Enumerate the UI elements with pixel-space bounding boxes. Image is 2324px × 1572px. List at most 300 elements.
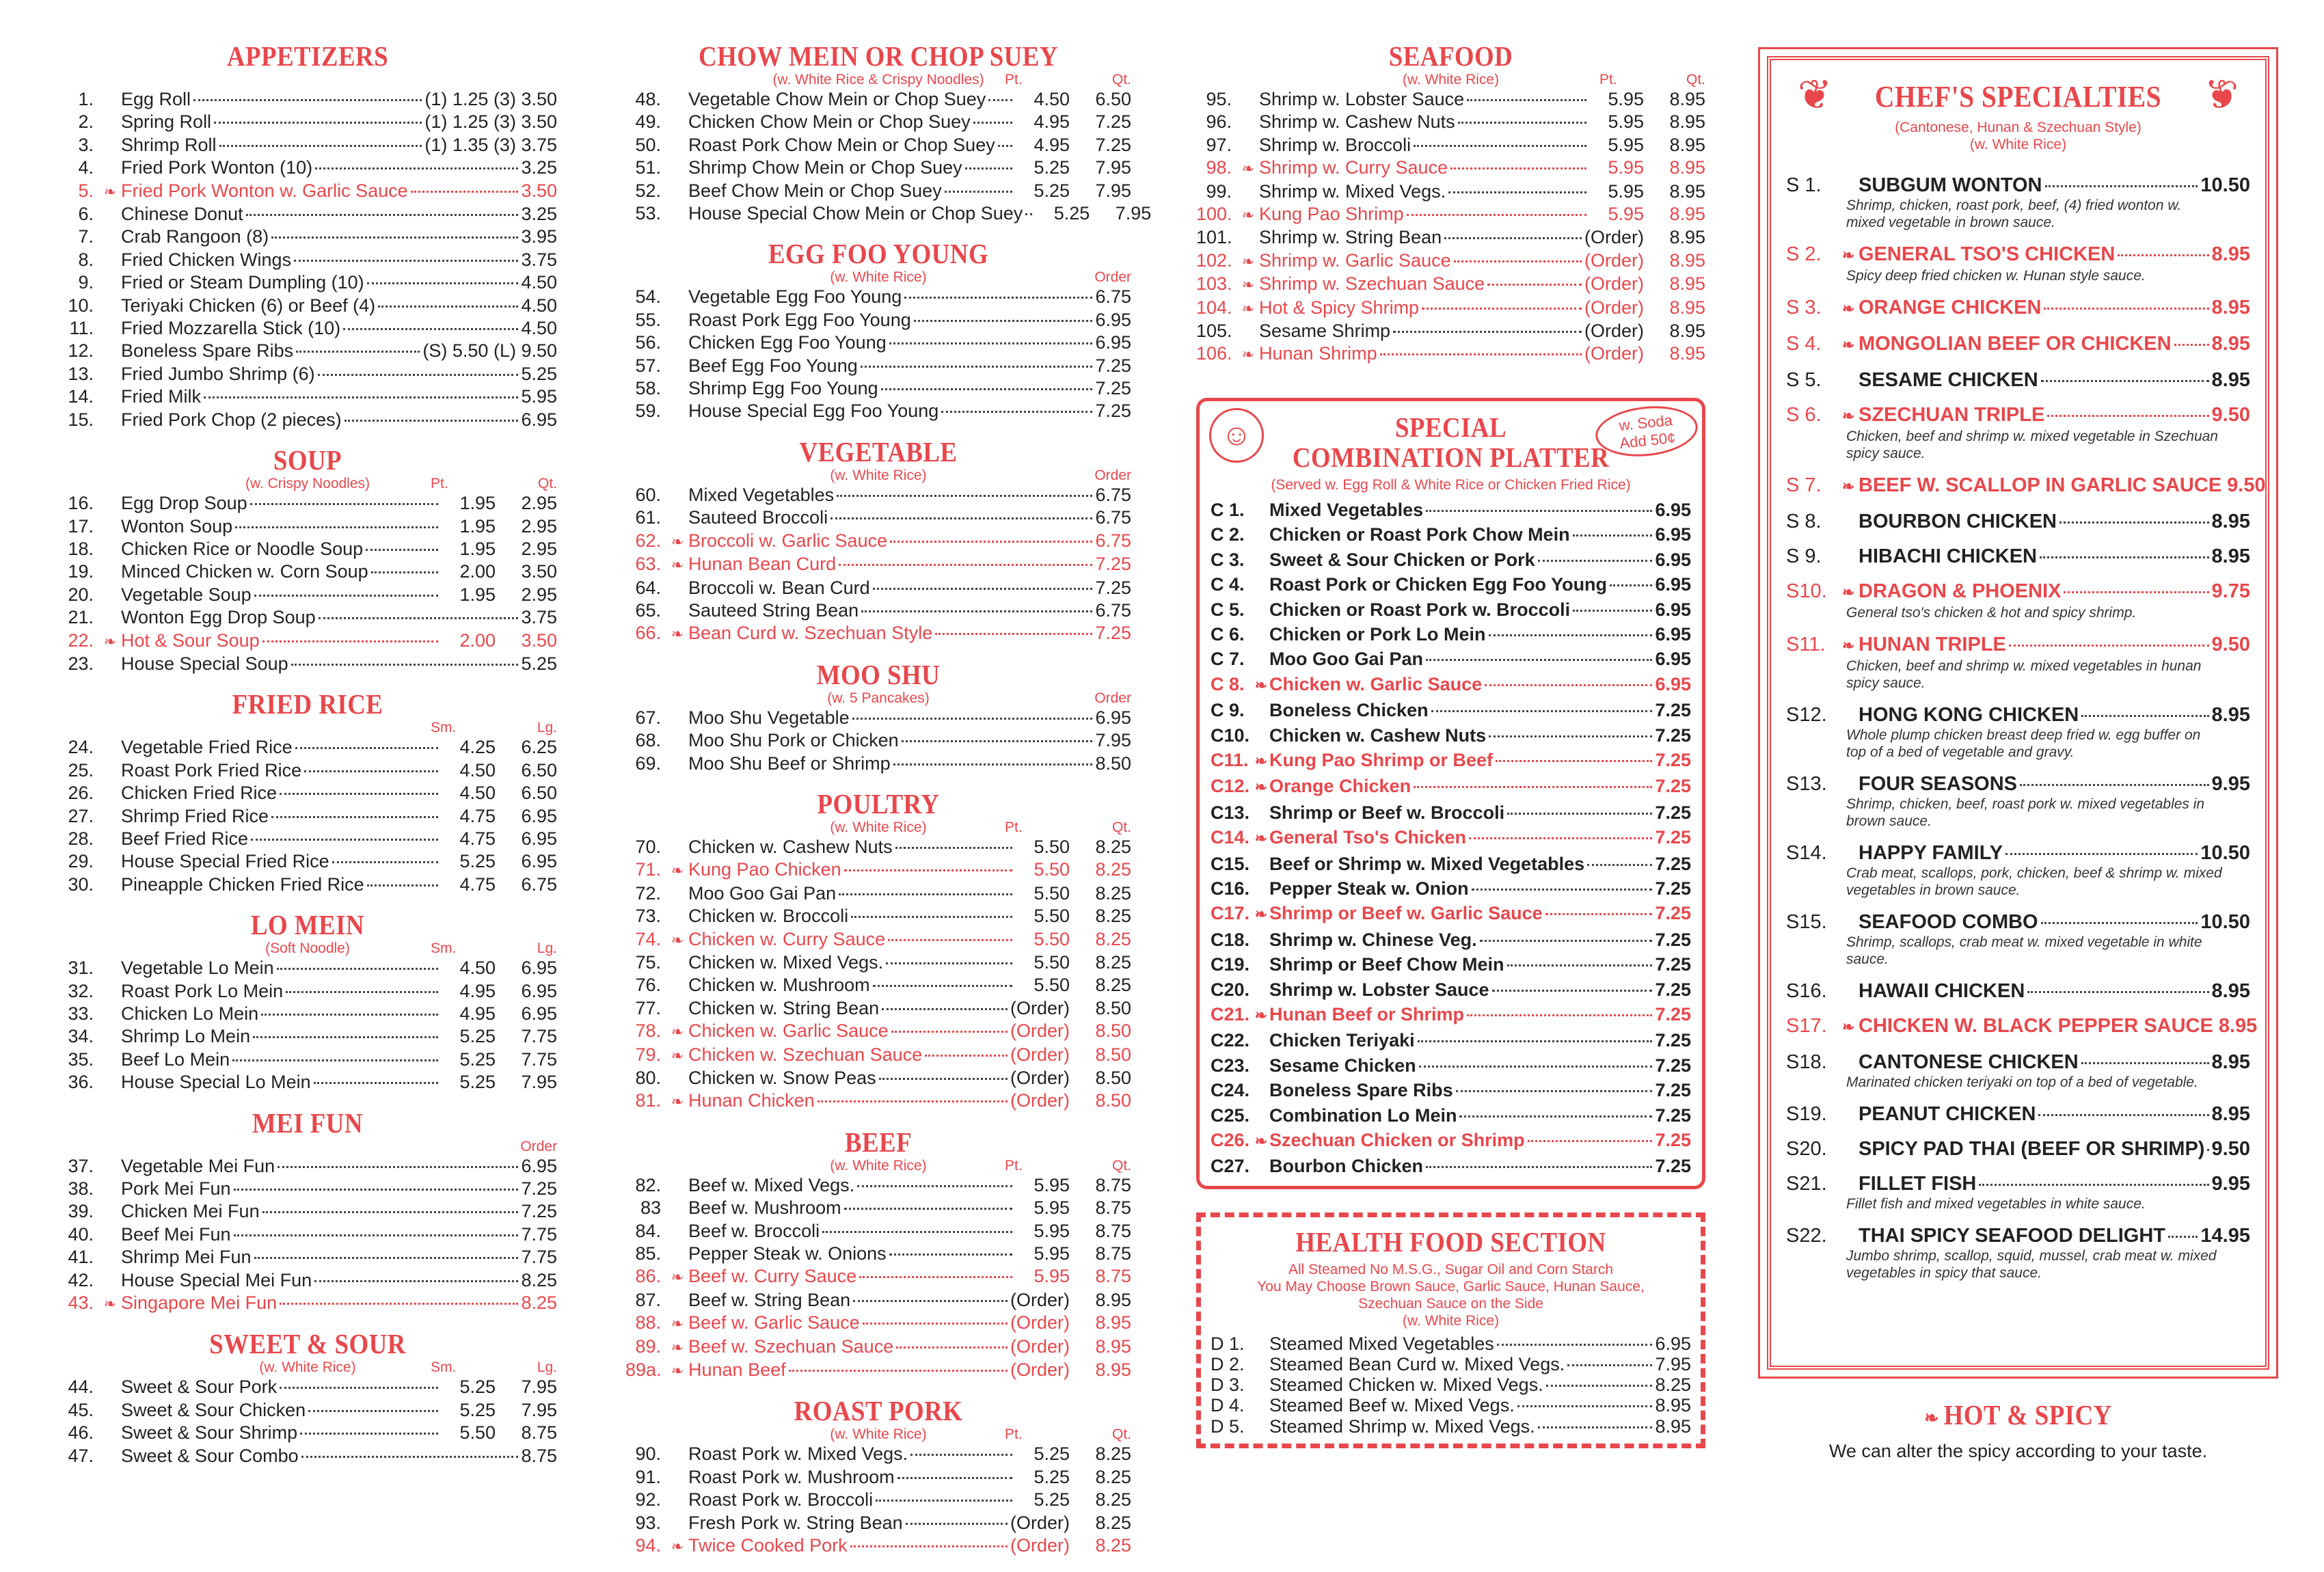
menu-item <box>625 599 1131 622</box>
item-price-small: 5.95 <box>1608 180 1644 202</box>
menu-item <box>1211 522 1691 547</box>
leader-dots <box>889 342 1093 344</box>
item-price-small: 1.95 <box>459 493 496 514</box>
item-price: 3.25 <box>521 157 557 178</box>
item-name: Roast Pork w. Mixed Vegs. <box>688 1444 908 1465</box>
chili-pepper-icon: ❧ <box>671 862 684 880</box>
menu-item <box>1196 88 1705 111</box>
item-number: 55. <box>635 309 661 330</box>
chili-pepper-icon: ❧ <box>1241 299 1255 317</box>
price-col-b-label: Order <box>1094 467 1131 483</box>
leader-dots <box>1545 913 1653 915</box>
leader-dots <box>277 968 438 970</box>
item-name: Teriyaki Chicken (6) or Beef (4) <box>121 295 376 316</box>
item-name: House Special Egg Foo Young <box>688 401 939 422</box>
menu-item <box>58 492 557 515</box>
menu-item <box>625 1466 1131 1489</box>
item-number: S22. <box>1786 1225 1827 1247</box>
menu-item <box>58 805 557 828</box>
column-2 <box>625 40 1152 1572</box>
leader-dots <box>308 1410 438 1412</box>
item-number: C17. <box>1211 903 1250 924</box>
item-price: 6.95 <box>1655 524 1691 545</box>
leader-dots <box>2027 991 2208 993</box>
menu-item <box>1196 226 1705 249</box>
item-price: 8.95 <box>2211 297 2250 319</box>
ornament-icon: ❦ <box>1797 72 1833 118</box>
menu-item <box>625 577 1131 599</box>
item-price: 10.50 <box>2200 174 2250 196</box>
leader-dots <box>861 610 1092 612</box>
column-4 <box>1767 41 2269 1462</box>
item-name: Kung Pao Shrimp or Beef <box>1269 749 1494 770</box>
item-number: 39. <box>68 1201 94 1222</box>
item-name: Chicken Mei Fun <box>121 1201 260 1222</box>
menu-item <box>1211 1374 1691 1395</box>
item-price: 8.95 <box>2211 545 2250 567</box>
leader-dots <box>2207 1149 2208 1151</box>
leader-dots <box>1458 122 1586 124</box>
leader-dots <box>890 541 1092 543</box>
leader-dots <box>852 718 1093 720</box>
leader-dots <box>343 328 518 330</box>
item-price-small: (Order) <box>1010 1535 1070 1556</box>
leader-dots <box>2044 308 2208 310</box>
item-price: 9.50 <box>2211 404 2250 426</box>
menu-item <box>58 317 557 340</box>
item-description: Spicy deep fried chicken w. Hunan style sauce. <box>1846 268 2146 284</box>
item-price: 6.95 <box>1655 499 1691 520</box>
item-price-small: (Order) <box>1010 1044 1070 1065</box>
chili-pepper-icon: ❧ <box>1842 478 1855 495</box>
item-price-large: 6.50 <box>521 759 557 781</box>
leader-dots <box>891 1031 1008 1033</box>
chef-item <box>1786 979 2250 1003</box>
item-price-large: 6.95 <box>521 980 557 1001</box>
item-name: Roast Pork w. Broccoli <box>688 1489 874 1510</box>
item-price: 3.75 <box>521 607 557 628</box>
chili-pepper-icon: ❧ <box>1241 252 1255 270</box>
leader-dots <box>378 306 518 308</box>
item-number: C 5. <box>1211 599 1245 620</box>
item-number: 63. <box>635 554 661 575</box>
menu-item <box>1211 1154 1691 1178</box>
item-number: 86. <box>635 1266 661 1287</box>
menu-item <box>1211 927 1691 952</box>
leader-dots <box>2081 1062 2209 1064</box>
item-number: 23. <box>68 653 94 674</box>
hot-spicy-note <box>1767 1400 2269 1462</box>
item-number: 42. <box>68 1269 94 1290</box>
menu-item <box>1211 1395 1691 1415</box>
menu-item <box>625 1220 1131 1243</box>
leader-dots <box>246 214 519 216</box>
item-price-large: 8.95 <box>1669 157 1705 178</box>
item-price: 8.95 <box>2211 980 2250 1002</box>
item-name: Minced Chicken w. Corn Soup <box>121 561 368 582</box>
chili-pepper-icon: ❧ <box>1842 1018 1855 1035</box>
menu-item <box>625 836 1131 858</box>
leader-dots <box>1469 837 1652 839</box>
item-number: C18. <box>1211 929 1250 950</box>
item-price-large: 6.50 <box>1095 89 1131 109</box>
item-number: 105. <box>1196 321 1232 342</box>
item-name: Shrimp Lo Mein <box>121 1026 251 1047</box>
item-price-small: 4.25 <box>459 737 496 758</box>
leader-dots <box>1610 584 1652 586</box>
chef-item-row <box>1786 633 2250 658</box>
chef-sub-2: (w. White Rice) <box>1969 137 2067 152</box>
leader-dots <box>1426 510 1652 512</box>
menu-item <box>625 506 1131 529</box>
leader-dots <box>1414 786 1652 788</box>
menu-item <box>1211 1128 1691 1154</box>
item-price-large: 8.25 <box>1095 906 1131 927</box>
item-price-large: 8.25 <box>1095 859 1131 880</box>
item-price-small: 5.50 <box>1033 859 1070 880</box>
menu-item <box>625 1044 1131 1067</box>
leader-dots <box>902 740 1093 742</box>
chef-item <box>1786 474 2266 498</box>
chili-pepper-icon: ❧ <box>671 556 684 574</box>
leader-dots <box>250 503 438 505</box>
leader-dots <box>935 633 1092 635</box>
section-subheader <box>625 1426 1131 1443</box>
section-note: (w. White Rice) <box>830 1157 927 1174</box>
menu-item <box>1211 825 1691 851</box>
item-price-small: 5.25 <box>459 1048 496 1070</box>
item-price-large: 8.75 <box>1095 1197 1131 1219</box>
leader-dots <box>280 1303 518 1305</box>
item-number: 30. <box>68 873 94 895</box>
item-number: 24. <box>68 737 94 758</box>
item-number: 2. <box>78 111 94 133</box>
leader-dots <box>851 916 1012 918</box>
price-col-a-label: Sm. <box>431 1359 457 1376</box>
item-price: (1) 1.25 (3) 3.50 <box>424 89 557 109</box>
leader-dots <box>1444 237 1582 239</box>
chef-item <box>1786 1051 2250 1091</box>
leader-dots <box>1025 213 1032 215</box>
item-number: C20. <box>1211 979 1250 1000</box>
item-number: 93. <box>635 1512 661 1533</box>
chef-item-row <box>1786 296 2250 321</box>
leader-dots <box>1480 940 1653 942</box>
item-name: DRAGON & PHOENIX <box>1859 580 2062 602</box>
leader-dots <box>1418 1040 1653 1042</box>
item-price: 6.95 <box>1655 649 1691 670</box>
item-price: 7.25 <box>1655 1105 1691 1126</box>
item-price-large: 8.50 <box>1095 1044 1131 1065</box>
leader-dots <box>853 1300 1008 1302</box>
chef-item <box>1786 174 2250 231</box>
menu-item <box>625 1289 1131 1312</box>
menu-item <box>1211 698 1691 722</box>
item-name: Moo Shu Vegetable <box>688 707 850 728</box>
menu-item <box>1211 1002 1691 1028</box>
item-price-large: 8.95 <box>1095 1289 1131 1310</box>
item-price-large: 6.50 <box>521 783 557 804</box>
item-name: Broccoli w. Garlic Sauce <box>688 530 888 551</box>
leader-dots <box>1407 214 1586 216</box>
item-number: 99. <box>1206 180 1232 202</box>
menu-item <box>58 295 557 317</box>
menu-item <box>625 111 1131 133</box>
item-name: Sauteed String Bean <box>688 599 859 621</box>
item-price: 8.95 <box>2211 704 2250 726</box>
item-price-small: 5.50 <box>1033 928 1070 949</box>
leader-dots <box>314 1280 518 1282</box>
item-price-small: (Order) <box>1010 1289 1070 1310</box>
chili-pepper-icon: ❧ <box>671 1269 684 1286</box>
item-price-small: (Order) <box>1010 1512 1070 1533</box>
leader-dots <box>367 884 438 886</box>
item-number: S10. <box>1786 580 1827 602</box>
section-gap <box>625 1382 1131 1396</box>
leader-dots <box>925 1055 1008 1057</box>
item-number: C27. <box>1211 1156 1250 1177</box>
item-name: Shrimp w. Mixed Vegs. <box>1259 180 1446 202</box>
menu-item <box>1196 273 1705 296</box>
item-price-large: 7.95 <box>1095 180 1131 201</box>
menu-item <box>1211 977 1691 1002</box>
menu-item <box>1196 249 1705 273</box>
item-price: 7.25 <box>1655 1156 1691 1177</box>
item-name: Beef Lo Mein <box>121 1048 230 1070</box>
leader-dots <box>1472 889 1653 891</box>
item-price: 6.95 <box>1655 549 1691 570</box>
item-number: 49. <box>635 111 661 133</box>
item-price-small: 5.25 <box>1053 203 1090 224</box>
combination-note: (Served w. Egg Roll & White Rice or Chicken Fried Rice) <box>1271 476 1631 493</box>
chili-pepper-icon: ❧ <box>103 1295 117 1313</box>
item-price-large: 6.95 <box>521 958 557 979</box>
item-name: PEANUT CHICKEN <box>1859 1103 2036 1125</box>
chef-item-row <box>1786 243 2250 267</box>
leader-dots <box>2174 344 2209 346</box>
leader-dots <box>301 1456 519 1458</box>
section-gap <box>58 675 557 689</box>
item-price: 7.25 <box>1655 979 1691 1000</box>
item-price-large: 8.95 <box>1669 204 1705 225</box>
item-price-small: 4.75 <box>459 805 496 826</box>
leader-dots <box>280 1387 438 1389</box>
item-number: 60. <box>635 484 661 505</box>
item-price-large: 8.25 <box>1095 1444 1131 1465</box>
leader-dots <box>1567 1364 1652 1366</box>
item-number: 53. <box>635 203 661 224</box>
item-number: 27. <box>68 805 94 826</box>
item-number: 5. <box>78 180 94 201</box>
item-price-large: 7.95 <box>521 1072 557 1093</box>
leader-dots <box>280 793 438 795</box>
section-note: (w. Crispy Noodles) <box>245 476 370 492</box>
chili-pepper-icon: ❧ <box>671 1023 684 1041</box>
item-number: S14. <box>1786 842 1827 864</box>
item-price-small: 5.95 <box>1608 134 1644 155</box>
item-price: 9.50 <box>2211 634 2250 655</box>
item-price-large: 7.95 <box>521 1399 557 1420</box>
item-name: Sesame Chicken <box>1269 1055 1416 1076</box>
item-number: 45. <box>68 1399 94 1420</box>
item-price-small: 5.95 <box>1608 89 1644 109</box>
leader-dots <box>2041 922 2198 924</box>
item-price-large: 8.25 <box>1095 1535 1131 1556</box>
leader-dots <box>286 991 438 993</box>
item-description: Whole plump chicken breast deep fried w. egg buffer on top of a bed of vegetable and gravy. <box>1846 727 2201 760</box>
item-name: Roast Pork or Chicken Egg Foo Young <box>1269 574 1608 595</box>
leader-dots <box>818 1100 1008 1102</box>
item-price: 9.75 <box>2211 580 2250 602</box>
leader-dots <box>1489 634 1653 636</box>
leader-dots <box>988 99 1012 101</box>
price-col-a-label: Sm. <box>431 940 457 957</box>
item-name: Chicken w. Snow Peas <box>688 1068 876 1088</box>
item-price-large: 6.75 <box>521 873 557 895</box>
item-price: 7.25 <box>1095 378 1131 399</box>
price-col-a-label: Pt. <box>1005 72 1023 87</box>
chili-pepper-icon: ❧ <box>1924 1408 1944 1429</box>
item-number: 95. <box>1206 89 1232 109</box>
menu-item <box>58 957 557 979</box>
item-price-large: 3.50 <box>521 629 557 651</box>
leader-dots <box>897 1477 1012 1479</box>
item-price-small: (Order) <box>1010 1020 1070 1042</box>
item-name: Chicken w. Szechuan Sauce <box>688 1044 923 1065</box>
item-price: 7.25 <box>1655 802 1691 823</box>
item-price-small: (Order) <box>1010 1359 1070 1381</box>
price-col-b-label: Order <box>1094 690 1131 706</box>
section-subheader <box>625 690 1131 707</box>
leader-dots <box>910 1454 1012 1456</box>
item-price: 7.25 <box>1655 700 1691 721</box>
item-name: Beef w. Mixed Vegs. <box>688 1174 855 1195</box>
item-price: 8.25 <box>521 1292 557 1314</box>
item-number: 71. <box>635 859 661 880</box>
leader-dots <box>300 1433 438 1435</box>
item-price: 8.95 <box>2211 1103 2250 1125</box>
menu-section <box>58 910 557 1094</box>
item-number: 79. <box>635 1044 661 1065</box>
section-gap <box>625 225 1131 239</box>
chef-title: CHEF'S SPECIALTIES <box>1874 80 2162 113</box>
item-number: S 1. <box>1786 174 1822 196</box>
item-price-small: 5.50 <box>1033 836 1070 857</box>
item-number: 32. <box>68 980 94 1001</box>
item-description: Fillet fish and mixed vegetables in white sauce. <box>1846 1196 2146 1212</box>
item-number: 4. <box>78 157 94 178</box>
health-note-1: All Steamed No M.S.G., Sugar Oil and Corn Starch <box>1288 1261 1614 1277</box>
leader-dots <box>1426 659 1652 661</box>
menu-item <box>1196 157 1705 180</box>
item-name: HAWAII CHICKEN <box>1859 980 2025 1002</box>
leader-dots <box>371 571 438 573</box>
menu-item <box>1211 647 1691 671</box>
item-name: Hunan Chicken <box>688 1090 815 1111</box>
item-number: 6. <box>78 204 94 225</box>
chef-item <box>1786 580 2250 621</box>
item-price-large: 8.50 <box>1095 1020 1131 1042</box>
item-name: CHICKEN W. BLACK PEPPER SAUCE <box>1859 1015 2213 1037</box>
item-number: 10. <box>68 295 94 316</box>
item-name: Hunan Beef or Shrimp <box>1269 1004 1465 1025</box>
item-name: Shrimp w. Cashew Nuts <box>1259 111 1455 133</box>
leader-dots <box>879 1078 1008 1080</box>
item-price-small: 1.95 <box>459 538 496 559</box>
leader-dots <box>1422 308 1582 310</box>
item-name: Steamed Shrimp w. Mixed Vegs. <box>1269 1415 1535 1437</box>
item-price: 7.25 <box>1655 776 1691 797</box>
item-name: BOURBON CHICKEN <box>1859 511 2057 532</box>
leader-dots <box>1467 99 1586 101</box>
leader-dots <box>1587 864 1652 866</box>
leader-dots <box>1393 331 1582 333</box>
item-number: 88. <box>635 1312 661 1333</box>
leader-dots <box>318 374 519 376</box>
item-name: Beef or Shrimp w. Mixed Vegetables <box>1269 853 1585 874</box>
item-number: 77. <box>635 997 661 1018</box>
menu-item <box>58 1223 557 1246</box>
item-price-small: 5.25 <box>459 851 496 872</box>
leader-dots <box>344 420 519 422</box>
item-number: 82. <box>635 1174 661 1195</box>
menu-item <box>58 385 557 408</box>
item-name: Vegetable Egg Foo Young <box>688 286 902 308</box>
item-price: 7.25 <box>1655 724 1691 746</box>
item-name: Chicken w. Cashew Nuts <box>1269 724 1487 746</box>
item-number: C25. <box>1211 1105 1250 1126</box>
item-name: Vegetable Chow Mein or Chop Suey <box>688 89 986 109</box>
menu-item <box>58 1269 557 1292</box>
leader-dots <box>1487 284 1582 286</box>
chef-icon: ☺ <box>1209 408 1264 463</box>
item-name: General Tso's Chicken <box>1269 827 1467 848</box>
item-name: Chicken Fried Rice <box>121 783 278 804</box>
item-number: 41. <box>68 1247 94 1268</box>
menu-item <box>58 653 557 675</box>
item-price-large: 8.75 <box>521 1422 557 1444</box>
menu-item <box>625 309 1131 331</box>
chef-item <box>1786 243 2250 284</box>
item-name: Chicken w. Mushroom <box>688 975 870 996</box>
item-price-large: 8.95 <box>1669 134 1705 155</box>
item-name: Shrimp or Beef w. Broccoli <box>1269 802 1505 823</box>
section-title: FRIED RICE <box>232 688 383 720</box>
chili-pepper-icon: ❧ <box>1254 906 1268 923</box>
item-price-small: 2.00 <box>459 629 496 651</box>
leader-dots <box>1448 191 1586 193</box>
menu-item <box>58 1422 557 1444</box>
item-name: Boneless Spare Ribs <box>121 340 294 362</box>
item-name: Chicken w. Garlic Sauce <box>688 1020 889 1042</box>
item-name: Chicken w. String Bean <box>688 997 880 1018</box>
menu-item <box>1211 748 1691 774</box>
section-title: EGG FOO YOUNG <box>768 238 989 270</box>
item-name: Roast Pork Egg Foo Young <box>688 309 911 330</box>
menu-item <box>1196 320 1705 342</box>
item-number: S16. <box>1786 980 1827 1002</box>
item-name: Beef Mei Fun <box>121 1223 231 1245</box>
leader-dots <box>262 1211 519 1213</box>
leader-dots <box>2045 185 2198 187</box>
menu-item <box>1211 901 1691 927</box>
menu-section <box>625 789 1131 1113</box>
item-number: 29. <box>68 851 94 872</box>
section-subheader <box>58 940 557 957</box>
chef-item-row <box>1786 580 2250 604</box>
item-price-large: 6.95 <box>521 1003 557 1024</box>
item-name: Fried Pork Wonton w. Garlic Sauce <box>121 180 408 201</box>
